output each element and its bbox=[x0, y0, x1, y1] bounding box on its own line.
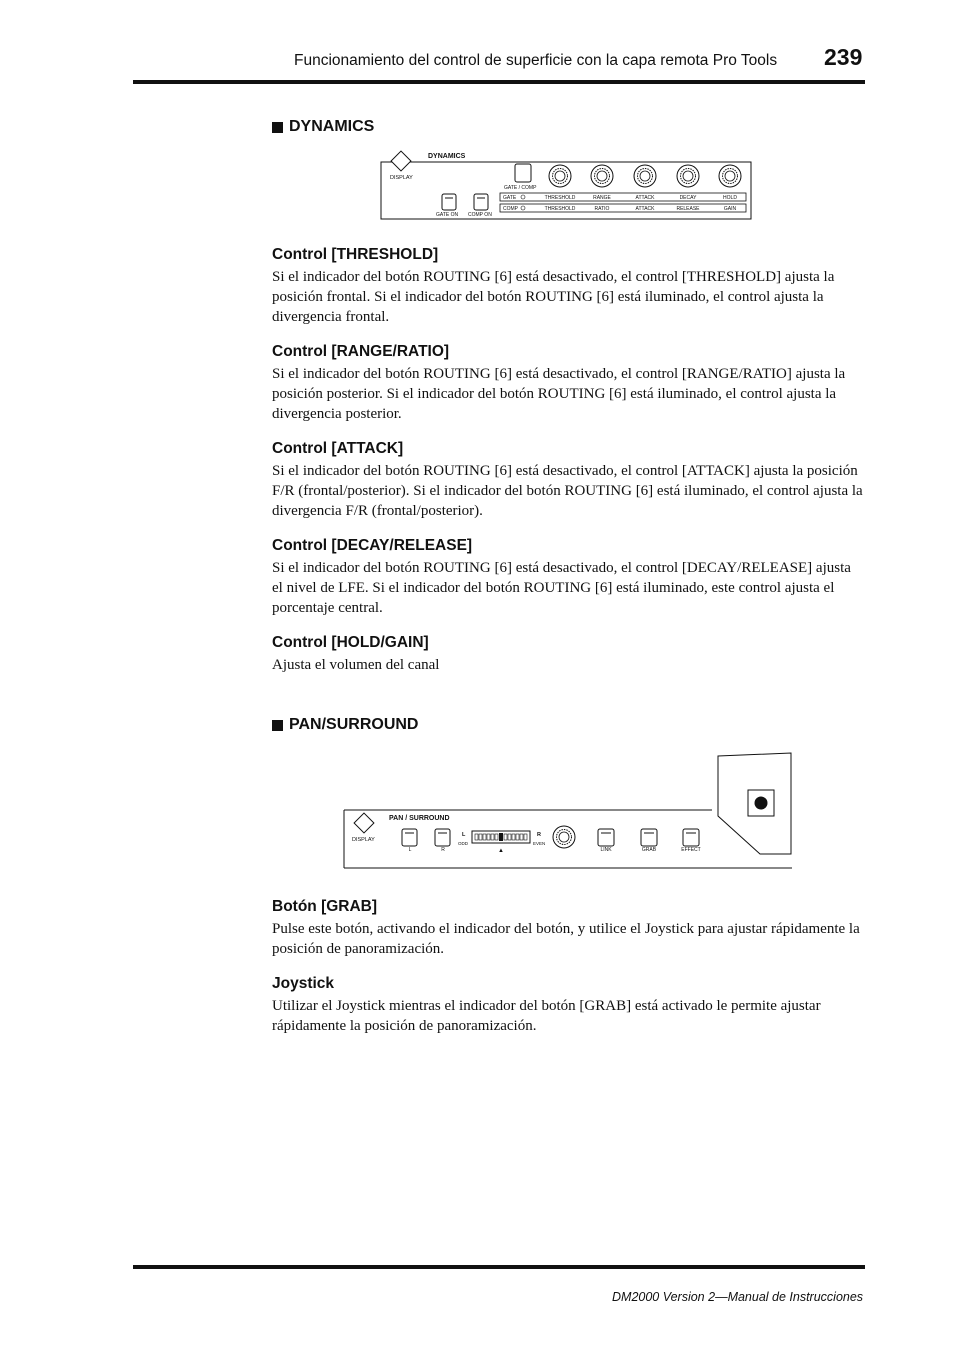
knob-label-attack-bottom: ATTACK bbox=[635, 206, 655, 212]
heading-hold-gain: Control [HOLD/GAIN] bbox=[272, 634, 429, 651]
dynamics-section-label: DYNAMICS bbox=[289, 118, 375, 135]
heading-threshold: Control [THRESHOLD] bbox=[272, 246, 439, 263]
knob-label-hold-top: HOLD bbox=[723, 195, 737, 201]
comp-on-button[interactable] bbox=[474, 194, 488, 210]
knob-decay[interactable] bbox=[677, 165, 699, 187]
square-bullet-icon bbox=[272, 122, 283, 133]
para-attack: Si el indicador del botón ROUTING [6] está desactivado, el control [ATTACK] ajusta la posición F/R (frontal/posterior). Si el indicador del botón ROUTING [6] está iluminado, el control ajusta la divergencia F/R (frontal/posterior). bbox=[272, 463, 863, 519]
knob-threshold[interactable] bbox=[549, 165, 571, 187]
square-bullet-icon bbox=[272, 720, 283, 731]
gate-indicator-icon bbox=[521, 195, 525, 199]
para-joystick: Utilizar el Joystick mientras el indicador del botón [GRAB] está activado le permite ajustar rápidamente la posición de panoramización. bbox=[272, 998, 821, 1034]
knob-hold[interactable] bbox=[719, 165, 741, 187]
meter-l-label: L bbox=[462, 832, 466, 838]
gate-comp-label: GATE / COMP bbox=[504, 185, 537, 191]
pan-meter-segments bbox=[475, 833, 527, 841]
effect-button[interactable] bbox=[683, 829, 699, 846]
pan-right-label: R bbox=[441, 847, 445, 853]
display-label: DISPLAY bbox=[390, 175, 413, 181]
running-header-title: Funcionamiento del control de superficie con la capa remota Pro Tools bbox=[294, 52, 778, 69]
knob-label-threshold-top: THRESHOLD bbox=[544, 195, 576, 201]
heading-range-ratio: Control [RANGE/RATIO] bbox=[272, 343, 450, 360]
para-decay-release: Si el indicador del botón ROUTING [6] está desactivado, el control [DECAY/RELEASE] ajusta el nivel de LFE. Si el indicador del botón ROUTING [6] está iluminado, este control ajusta el porcentaje central. bbox=[272, 560, 851, 616]
link-label: LINK bbox=[600, 847, 612, 853]
meter-even-label: EVEN bbox=[533, 841, 546, 846]
comp-indicator-icon bbox=[521, 206, 525, 210]
para-hold-gain: Ajusta el volumen del canal bbox=[272, 657, 440, 673]
display-diamond-button[interactable] bbox=[354, 813, 374, 833]
joystick-knob-icon bbox=[755, 797, 768, 810]
gate-label: GATE bbox=[503, 195, 517, 201]
knob-label-range-top: RANGE bbox=[593, 195, 611, 201]
gate-comp-button[interactable] bbox=[515, 164, 531, 182]
knob-range[interactable] bbox=[591, 165, 613, 187]
knob-label-gain-bottom: GAIN bbox=[723, 206, 737, 212]
meter-odd-label: ODD bbox=[458, 841, 468, 846]
meter-r-label: R bbox=[537, 832, 541, 838]
header-rule bbox=[133, 80, 865, 84]
pan-left-label: L bbox=[408, 847, 412, 853]
pan-left-button[interactable] bbox=[402, 829, 417, 846]
para-range-ratio: Si el indicador del botón ROUTING [6] está desactivado, el control [RANGE/RATIO] ajusta la posición posterior. Si el indicador del botón ROUTING [6] está iluminado, el control ajusta la divergencia posterior. bbox=[272, 366, 846, 422]
footer-text: DM2000 Version 2—Manual de Instrucciones bbox=[612, 1290, 864, 1304]
knob-label-ratio-bottom: RATIO bbox=[594, 206, 610, 212]
knob-label-threshold-bottom: THRESHOLD bbox=[544, 206, 576, 212]
pan-surround-section-label: PAN/SURROUND bbox=[289, 716, 419, 733]
grab-button[interactable] bbox=[641, 829, 657, 846]
knob-attack[interactable] bbox=[634, 165, 656, 187]
pan-surround-panel-diagram bbox=[340, 750, 794, 872]
knob-label-decay-top: DECAY bbox=[679, 195, 697, 201]
para-grab: Pulse este botón, activando el indicador del botón, y utilice el Joystick para ajustar rápidamente la posición de panoramización. bbox=[272, 921, 860, 957]
knob-label-attack-top: ATTACK bbox=[635, 195, 655, 201]
para-threshold: Si el indicador del botón ROUTING [6] está desactivado, el control [THRESHOLD] ajusta la posición frontal. Si el indicador del botón ROUTING [6] está iluminado, el control ajusta la divergencia frontal. bbox=[272, 269, 835, 325]
display-label: DISPLAY bbox=[352, 837, 375, 843]
gate-on-button[interactable] bbox=[442, 194, 456, 210]
page-number: 239 bbox=[824, 44, 863, 70]
grab-label: GRAB bbox=[641, 847, 657, 853]
dynamics-panel-diagram bbox=[380, 148, 754, 222]
pan-right-button[interactable] bbox=[435, 829, 450, 846]
gate-on-label: GATE ON bbox=[436, 212, 459, 218]
meter-center-arrow-icon: ▲ bbox=[498, 848, 504, 854]
display-diamond-button[interactable] bbox=[391, 151, 411, 171]
pan-knob[interactable] bbox=[553, 826, 575, 848]
dynamics-panel-title: DYNAMICS bbox=[428, 153, 466, 160]
comp-on-label: COMP ON bbox=[468, 212, 492, 218]
heading-grab: Botón [GRAB] bbox=[272, 898, 378, 915]
heading-attack: Control [ATTACK] bbox=[272, 440, 404, 457]
comp-label: COMP bbox=[503, 206, 518, 212]
dynamics-section-title bbox=[272, 118, 374, 136]
footer-rule bbox=[133, 1265, 865, 1269]
link-button[interactable] bbox=[598, 829, 614, 846]
heading-decay-release: Control [DECAY/RELEASE] bbox=[272, 537, 473, 554]
heading-joystick: Joystick bbox=[272, 975, 335, 992]
pan-surround-panel-title: PAN / SURROUND bbox=[389, 815, 450, 822]
effect-label: EFFECT bbox=[681, 847, 701, 853]
pan-surround-section-title bbox=[272, 716, 418, 734]
knob-label-release-bottom: RELEASE bbox=[676, 206, 700, 212]
